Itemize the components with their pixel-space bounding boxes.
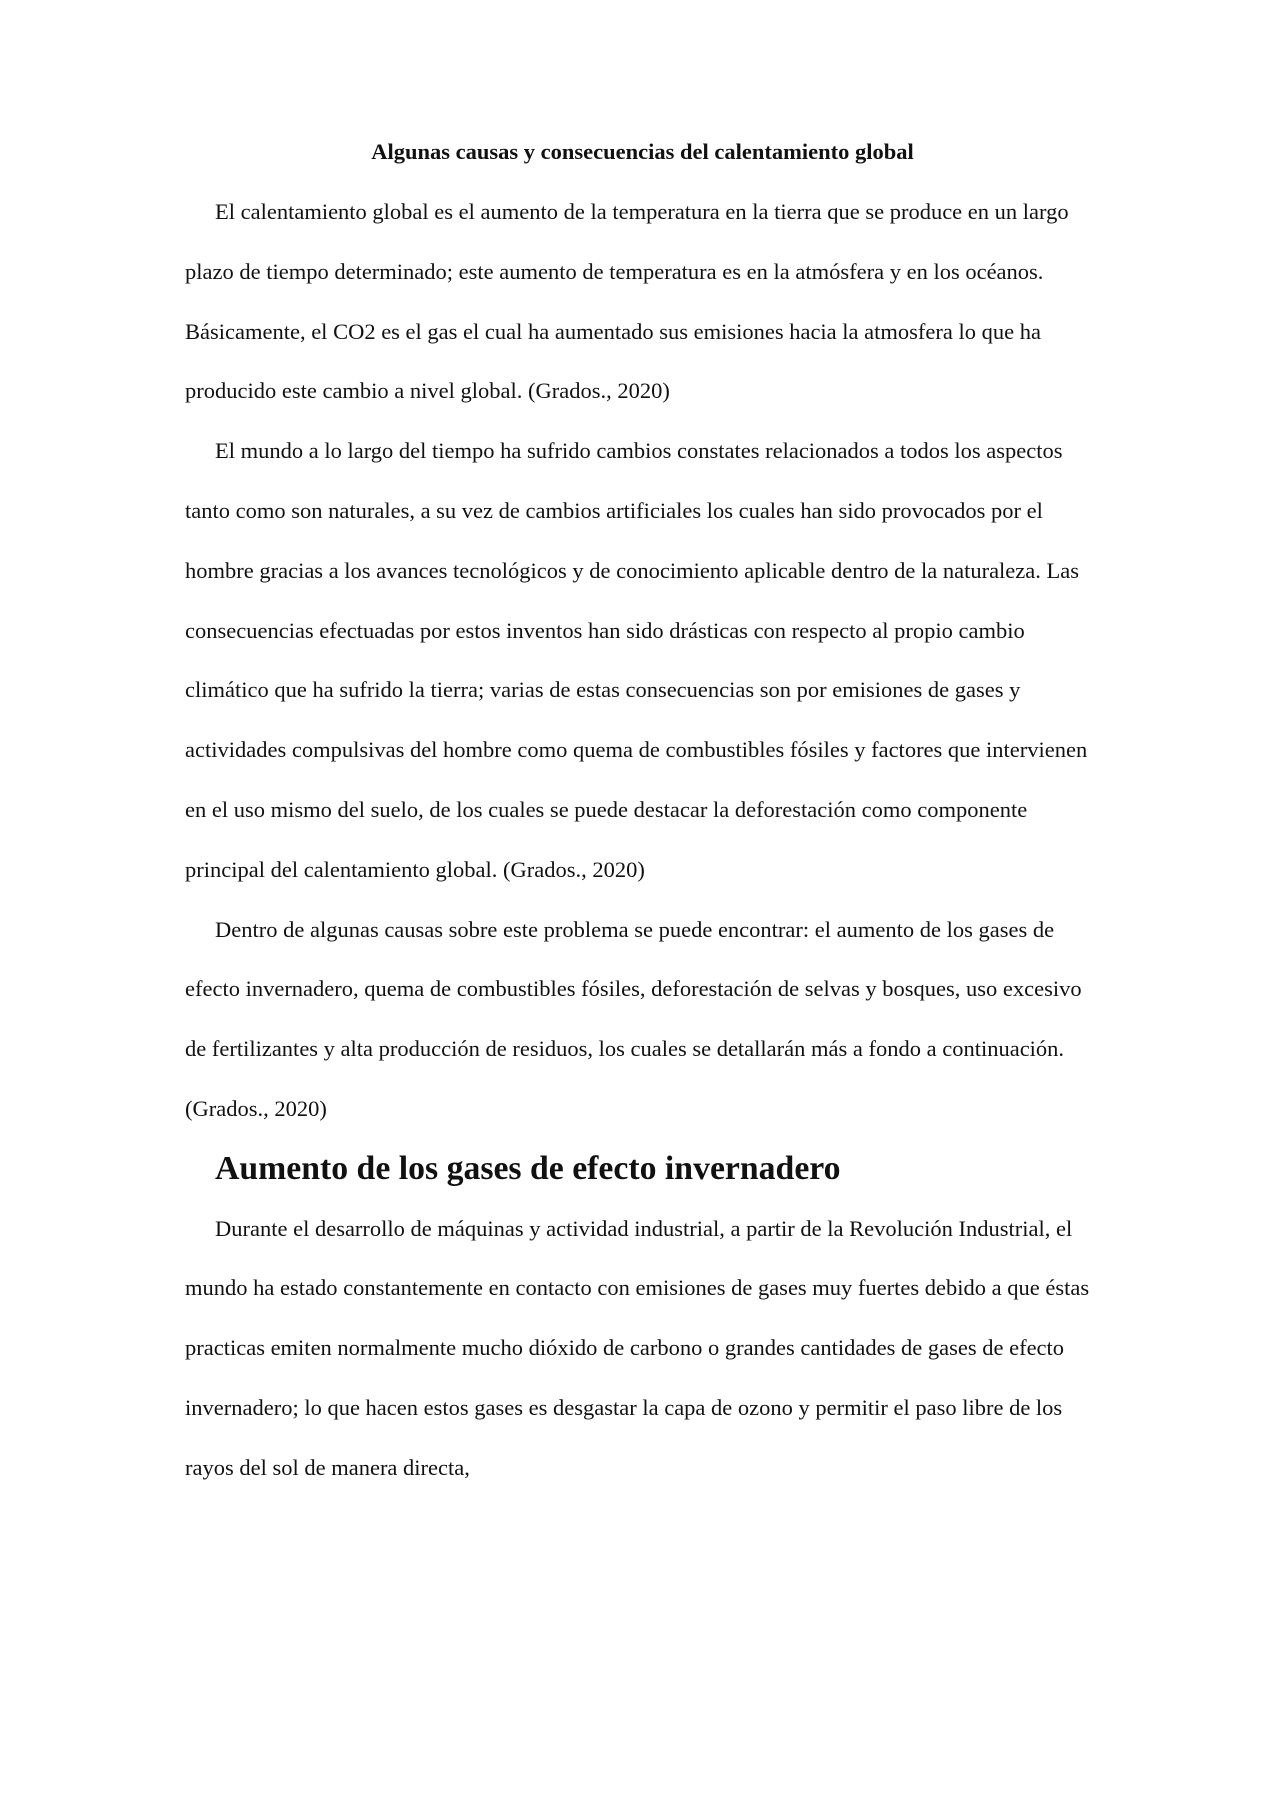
section-heading-greenhouse-gases: Aumento de los gases de efecto invernadero xyxy=(215,1149,841,1187)
paragraph-changes: El mundo a lo largo del tiempo ha sufrido cambios constates relacionados a todos los aspectos tanto como son naturales, a su vez de cambios artificiales los cuales han sido provocados por el hombre gracias a los avances tecnológicos y de conocimiento aplicable dentro de la naturaleza. Las consecuencias efectuadas por estos inventos han sido drásticas con respecto al propio cambio climático que ha sufrido la tierra; varias de estas consecuencias son por emisiones de gases y actividades compulsivas del hombre como quema de combustibles fósiles y factores que intervienen en el uso mismo del suelo, de los cuales se puede destacar la deforestación como componente principal del calentamiento global. (Grados., 2020) xyxy=(185,438,1088,882)
document-title: Algunas causas y consecuencias del calentamiento global xyxy=(371,139,914,164)
paragraph-industrial-emissions: Durante el desarrollo de máquinas y actividad industrial, a partir de la Revolución Industrial, el mundo ha estado constantemente en contacto con emisiones de gases muy fuertes debido a que éstas practicas emiten normalmente mucho dióxido de carbono o grandes cantidades de gases de efecto invernadero; lo que hacen estos gases es desgastar la capa de ozono y permitir el paso libre de los rayos del sol de manera directa, xyxy=(185,1215,1090,1480)
document-body xyxy=(185,139,1100,1498)
paragraph-definition: El calentamiento global es el aumento de la temperatura en la tierra que se produce en un largo plazo de tiempo determinado; este aumento de temperatura es en la atmósfera y en los océanos. Básicamente, el CO2 es el gas el cual ha aumentado sus emisiones hacia la atmosfera lo que ha producido este cambio a nivel global. (Grados., 2020) xyxy=(185,199,1069,404)
paragraph-causes: Dentro de algunas causas sobre este problema se puede encontrar: el aumento de los gases de efecto invernadero, quema de combustibles fósiles, deforestación de selvas y bosques, uso excesivo de fertilizantes y alta producción de residuos, los cuales se detallarán más a fondo a continuación. (Grados., 2020) xyxy=(185,916,1082,1121)
